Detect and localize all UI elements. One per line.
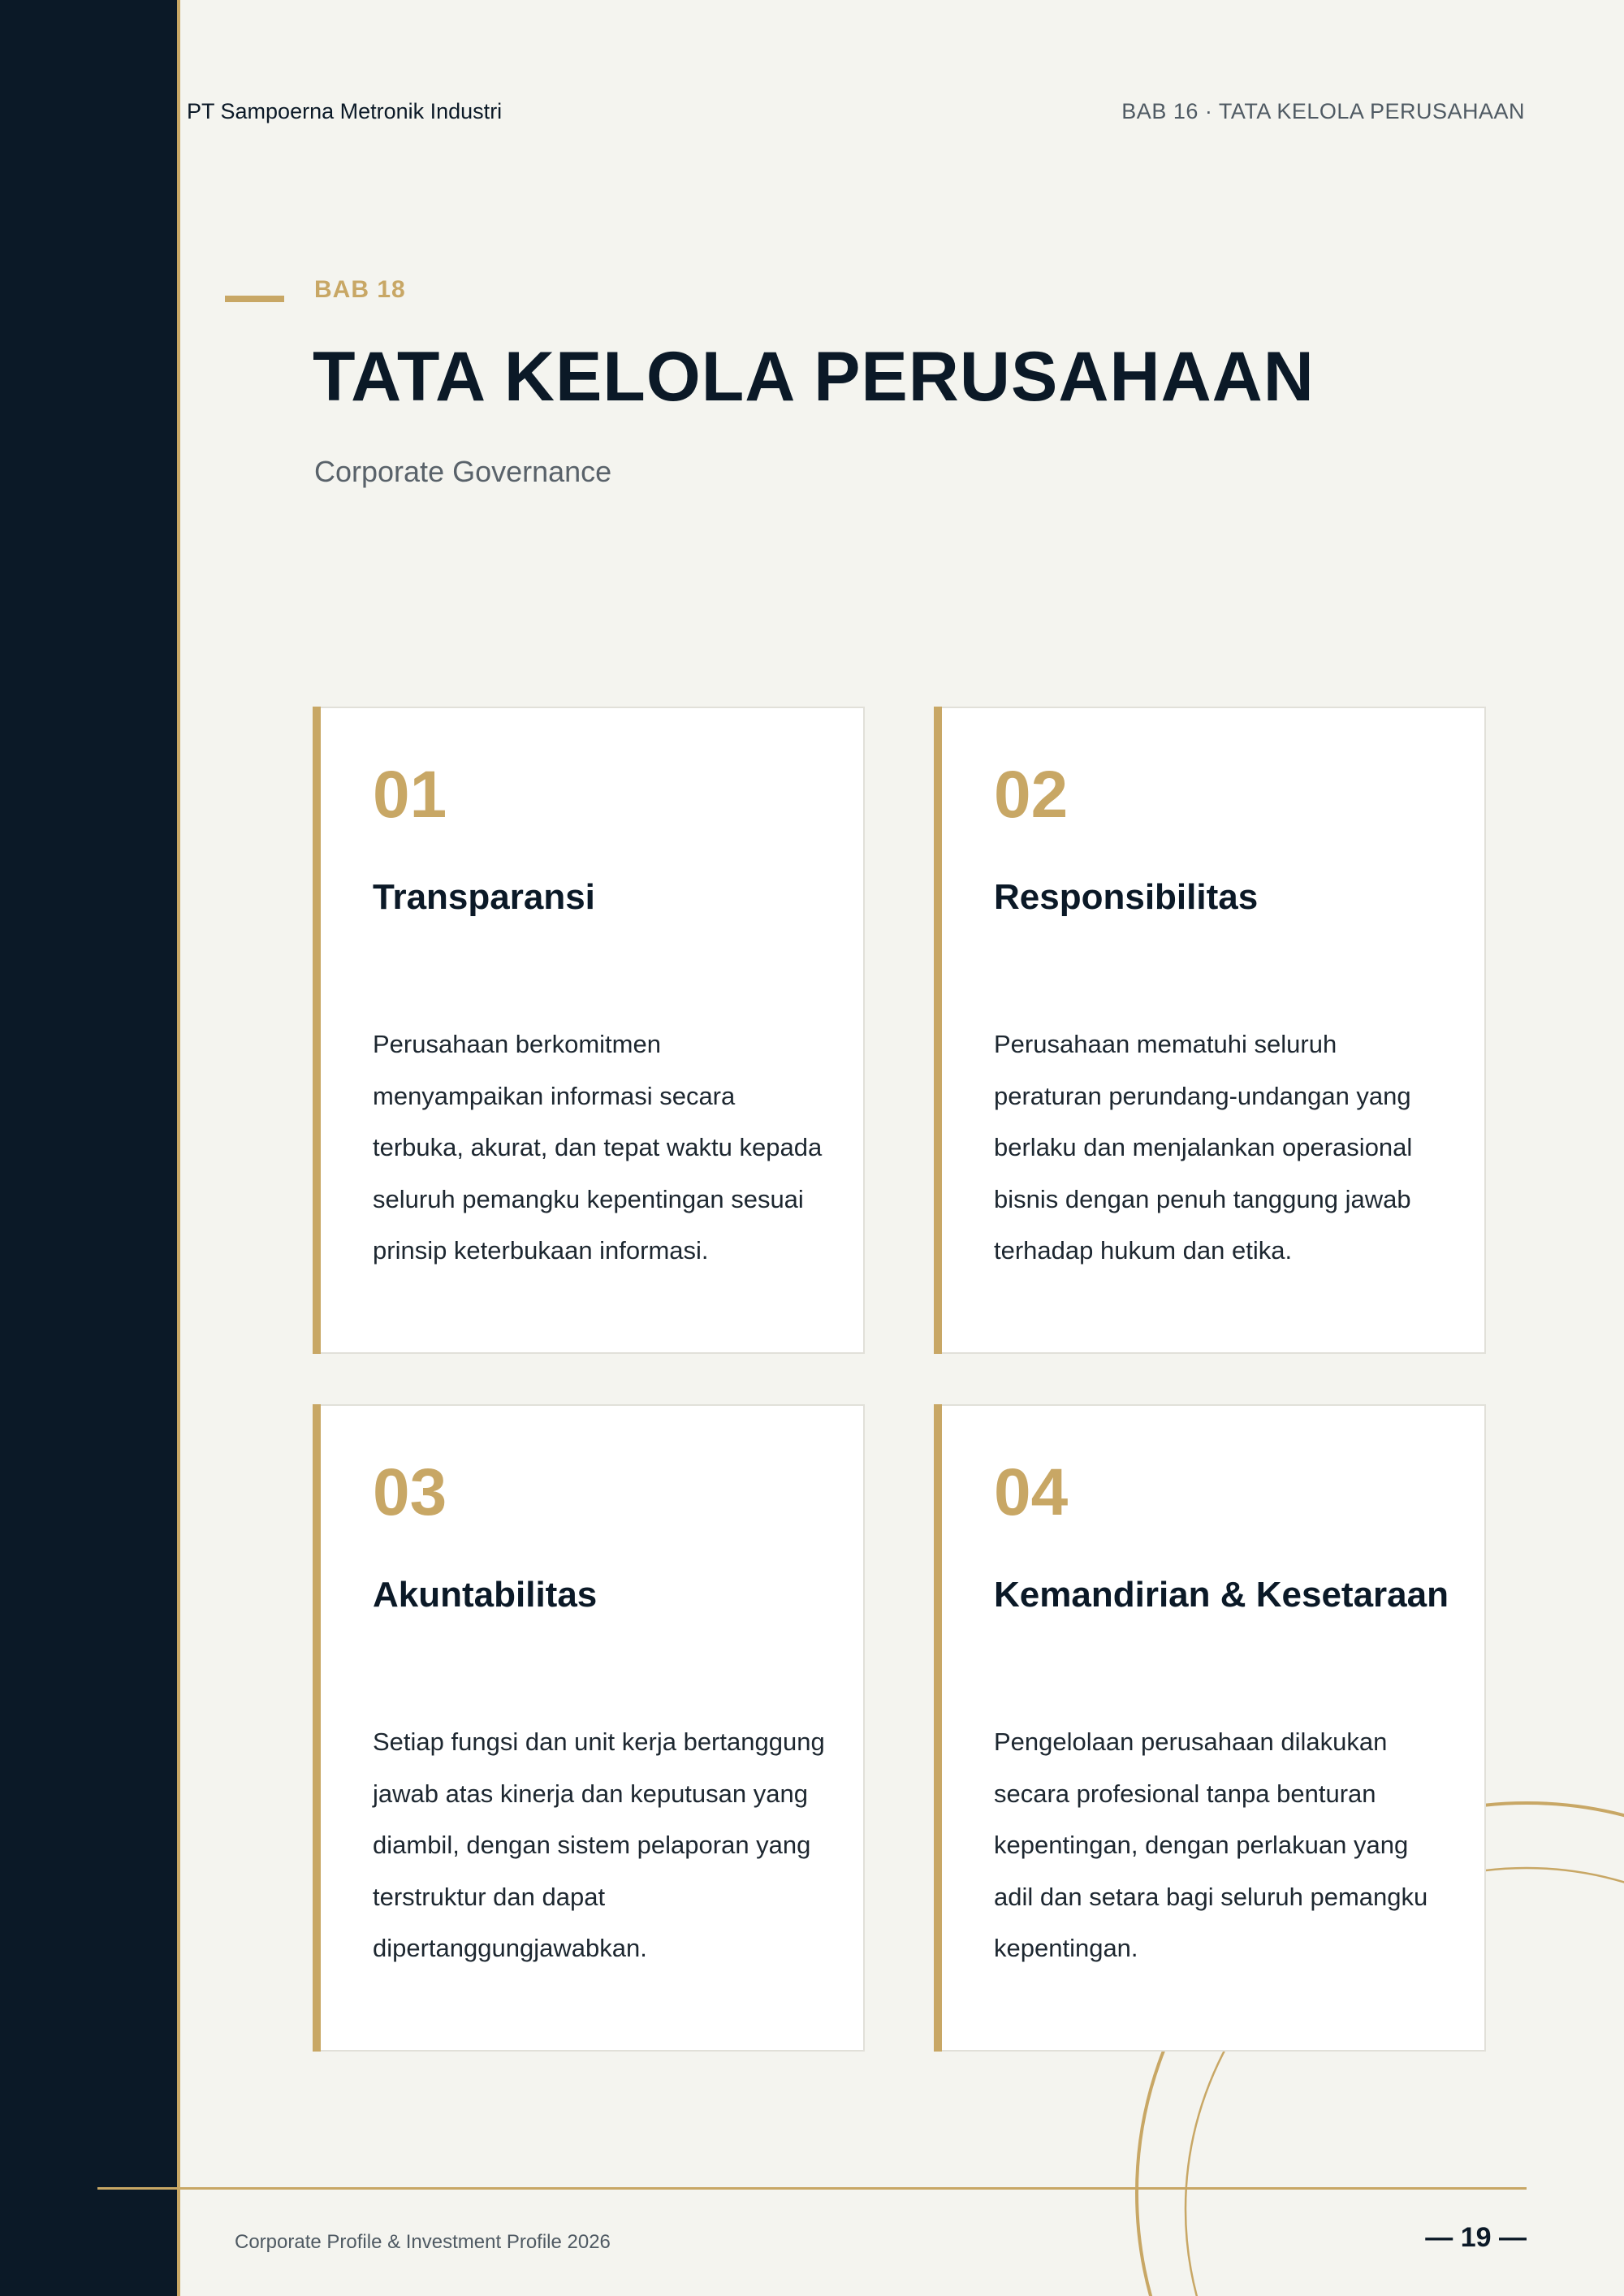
footer-text: Corporate Profile & Investment Profile 2026 <box>235 2231 611 2253</box>
principle-card-independence <box>934 1404 1486 2052</box>
card-accent-bar <box>934 1404 942 2052</box>
card-accent-bar <box>934 707 942 1354</box>
card-number: 04 <box>994 1455 1069 1529</box>
principle-card-responsibility <box>934 707 1486 1354</box>
card-body: Pengelolaan perusahaan dilakukan secara profesional tanpa benturan kepentingan, dengan perlakuan yang adil dan setara bagi seluruh pemangku kepentingan. <box>994 1727 1428 1962</box>
chapter-kicker: BAB 18 <box>314 276 406 303</box>
card-title: Akuntabilitas <box>373 1575 598 1615</box>
card-title: Kemandirian & Kesetaraan <box>994 1575 1449 1615</box>
card-title: Transparansi <box>373 877 595 917</box>
page-subtitle: Corporate Governance <box>314 455 612 488</box>
header-company: PT Sampoerna Metronik Industri <box>187 99 503 123</box>
card-body: Setiap fungsi dan unit kerja bertanggung jawab atas kinerja dan keputusan yang diambil, dengan sistem pelaporan yang terstruktur dan dapat dipertanggungjawabkan. <box>373 1727 825 1962</box>
card-title: Responsibilitas <box>994 877 1259 917</box>
card-body: Perusahaan mematuhi seluruh peraturan perundang-undangan yang berlaku dan menjalankan operasional bisnis dengan penuh tanggung jawab terhadap hukum dan etika. <box>994 1030 1413 1265</box>
principle-card-accountability <box>313 1404 865 2052</box>
card-accent-bar <box>313 1404 321 2052</box>
card-accent-bar <box>313 707 321 1354</box>
header-chapter-ref: BAB 16 · TATA KELOLA PERUSAHAAN <box>1121 99 1525 123</box>
principle-card-transparency <box>313 707 865 1354</box>
card-number: 02 <box>994 758 1069 832</box>
card-body: Perusahaan berkomitmen menyampaikan informasi secara terbuka, akurat, dan tepat waktu kepada seluruh pemangku kepentingan sesuai prinsip keterbukaan informasi. <box>373 1030 823 1265</box>
page-number: — 19 — <box>1425 2222 1527 2253</box>
footer-divider <box>97 2187 1527 2190</box>
page-title: TATA KELOLA PERUSAHAAN <box>313 338 1315 416</box>
card-number: 03 <box>373 1455 447 1529</box>
card-number: 01 <box>373 758 447 832</box>
